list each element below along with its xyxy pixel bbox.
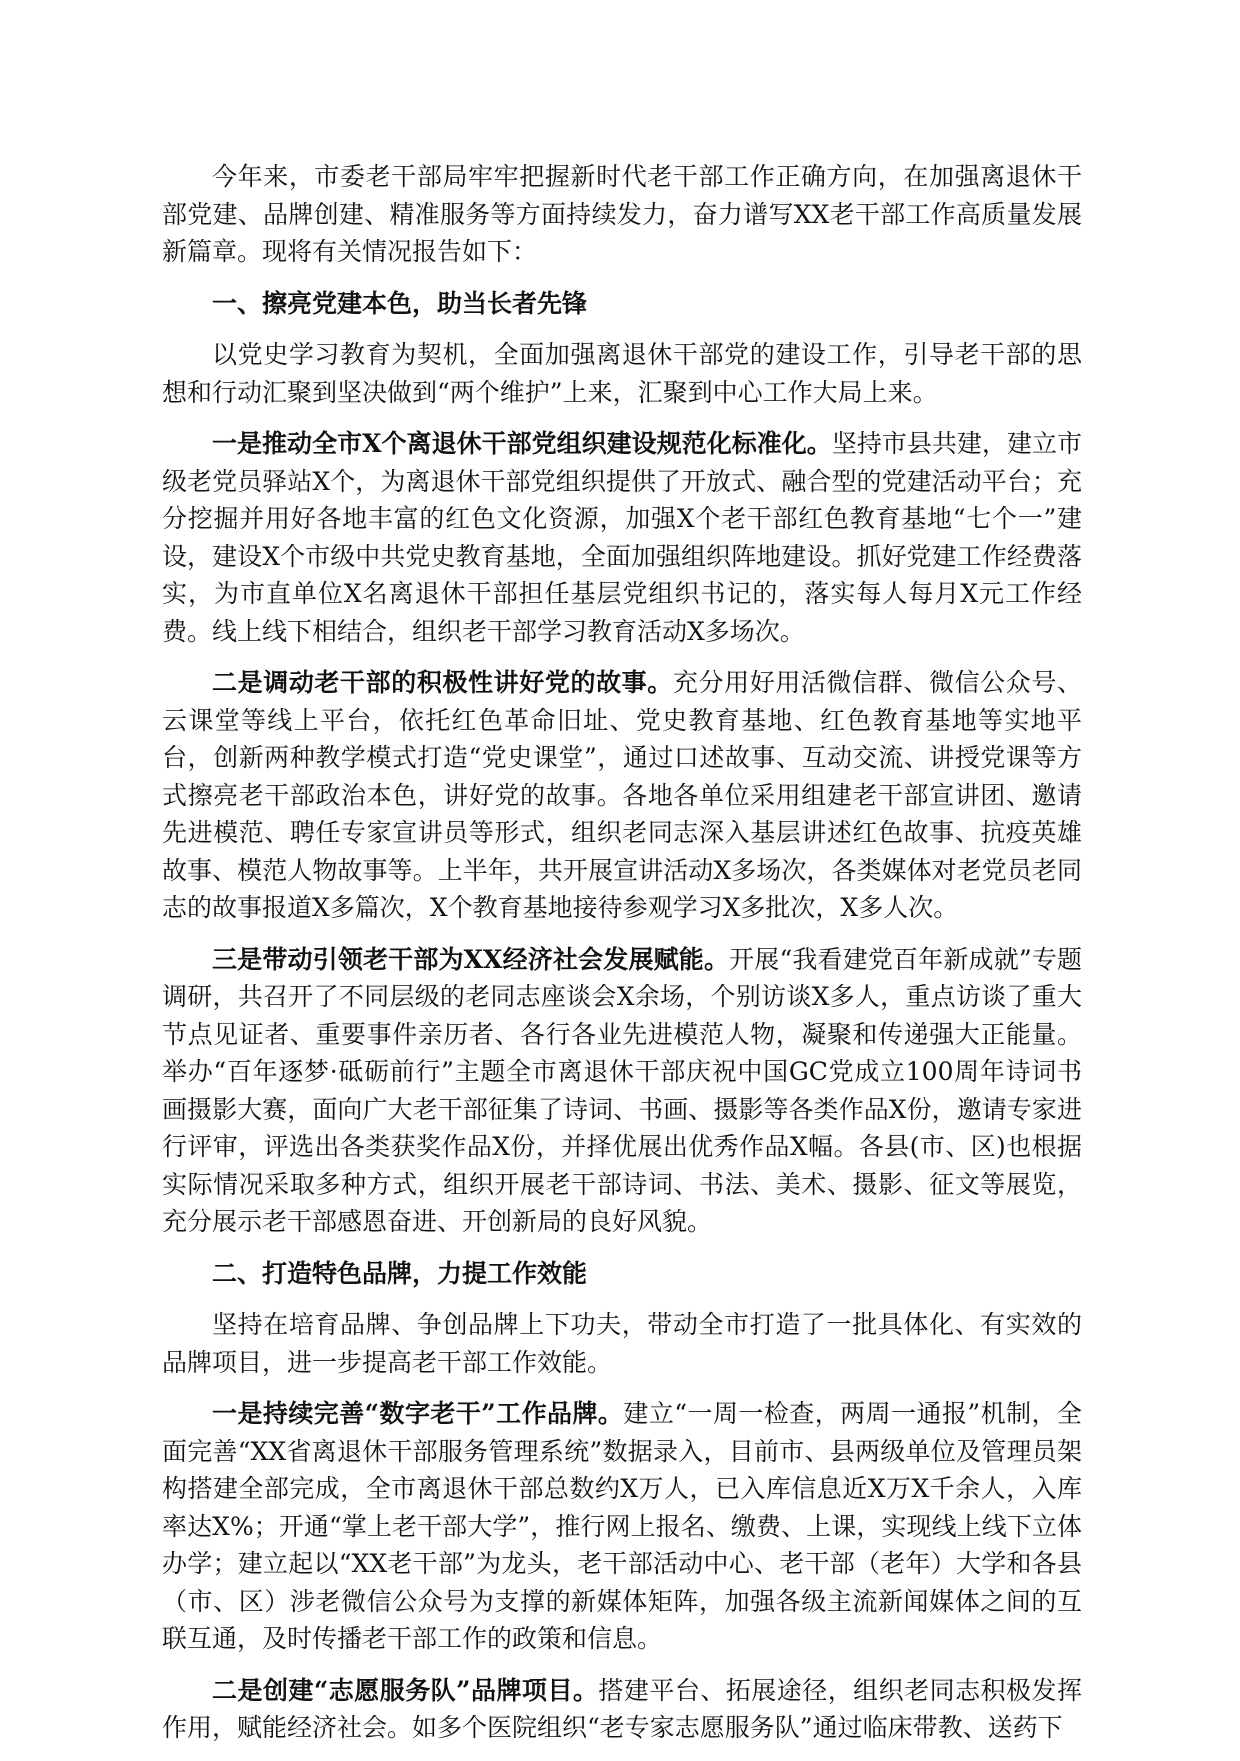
item-lead: 二是创建“志愿服务队”品牌项目。 [212, 1675, 599, 1705]
item-lead: 一是持续完善“数字老干”工作品牌。 [212, 1399, 624, 1428]
item-lead: 三是带动引领老干部为XX经济社会发展赋能。 [212, 944, 730, 974]
section-1-item-2 [162, 664, 1082, 927]
section-2-item-1 [162, 1395, 1082, 1658]
item-text: 开展“我看建党百年新成就”专题调研，共召开了不同层级的老同志座谈会X余场，个别访谈X多人，重点访谈了重大节点见证者、重要事件亲历者、各行各业先进模范人物，凝聚和传递强大正能量。举办“百年逐梦·砥砺前行”主题全市离退休干部庆祝中国GC党成立100周年诗词书画摄影大赛，面向广大老干部征集了诗词、书画、摄影等各类作品X份，邀请专家进行评审，评选出各类获奖作品X份，并择优展出优秀作品X幅。各县(市、区)也根据实际情况采取多种方式，组织开展老干部诗词、书法、美术、摄影、征文等展览，充分展示老干部感恩奋进、开创新局的良好风貌。 [162, 944, 1082, 1236]
item-text: 坚持市县共建，建立市级老党员驿站X个，为离退休干部党组织提供了开放式、融合型的党建活动平台；充分挖掘并用好各地丰富的红色文化资源，加强X个老干部红色教育基地“七个一”建设，建设X个市级中共党史教育基地，全面加强组织阵地建设。抓好党建工作经费落实，为市直单位X名离退休干部担任基层党组织书记的，落实每人每月X元工作经费。线上线下相结合，组织老干部学习教育活动X多场次。 [162, 429, 1082, 646]
section-2-heading: 二、打造特色品牌，力提工作效能 [212, 1258, 588, 1288]
item-lead: 一是推动全市X个离退休干部党组织建设规范化标准化。 [212, 429, 832, 458]
section-1-heading: 一、擦亮党建本色，助当长者先锋 [212, 288, 588, 318]
section-2-intro: 坚持在培育品牌、争创品牌上下功夫，带动全市打造了一批具体化、有实效的品牌项目，进一步提高老干部工作效能。 [162, 1310, 1082, 1377]
section-1-intro: 以党史学习教育为契机，全面加强离退休干部党的建设工作，引导老干部的思想和行动汇聚到坚决做到“两个维护”上来，汇聚到中心工作大局上来。 [162, 340, 1082, 407]
document-page [162, 158, 1082, 1761]
section-2-item-2 [162, 1672, 1082, 1747]
section-1-item-3 [162, 941, 1082, 1241]
item-text: 搭建平台、拓展途径，组织老同志积极发挥作用，赋能经济社会。如多个医院组织“老专家志愿服务队”通过临床带教、送药下 [162, 1675, 1082, 1742]
section-1-item-1 [162, 425, 1082, 650]
intro-paragraph: 今年来，市委老干部局牢牢把握新时代老干部工作正确方向，在加强离退休干部党建、品牌创建、精准服务等方面持续发力，奋力谱写XX老干部工作高质量发展新篇章。现将有关情况报告如下： [162, 162, 1082, 266]
item-text: 充分用好用活微信群、微信公众号、云课堂等线上平台，依托红色革命旧址、党史教育基地、红色教育基地等实地平台，创新两种教学模式打造“党史课堂”，通过口述故事、互动交流、讲授党课等方式擦亮老干部政治本色，讲好党的故事。各地各单位采用组建老干部宣讲团、邀请先进模范、聘任专家宣讲员等形式，组织老同志深入基层讲述红色故事、抗疫英雄故事、模范人物故事等。上半年，共开展宣讲活动X多场次，各类媒体对老党员老同志的故事报道X多篇次，X个教育基地接待参观学习X多批次，X多人次。 [162, 668, 1082, 922]
item-lead: 二是调动老干部的积极性讲好党的故事。 [212, 668, 673, 697]
item-text: 建立“一周一检查，两周一通报”机制，全面完善“XX省离退休干部服务管理系统”数据录入，目前市、县两级单位及管理员架构搭建全部完成，全市离退休干部总数约X万人，已入库信息近X万X千余人，入库率达X%；开通“掌上老干部大学”，推行网上报名、缴费、上课，实现线上线下立体办学；建立起以“XX老干部”为龙头，老干部活动中心、老干部（老年）大学和各县（市、区）涉老微信公众号为支撑的新媒体矩阵，加强各级主流新闻媒体之间的互联互通，及时传播老干部工作的政策和信息。 [162, 1399, 1082, 1653]
